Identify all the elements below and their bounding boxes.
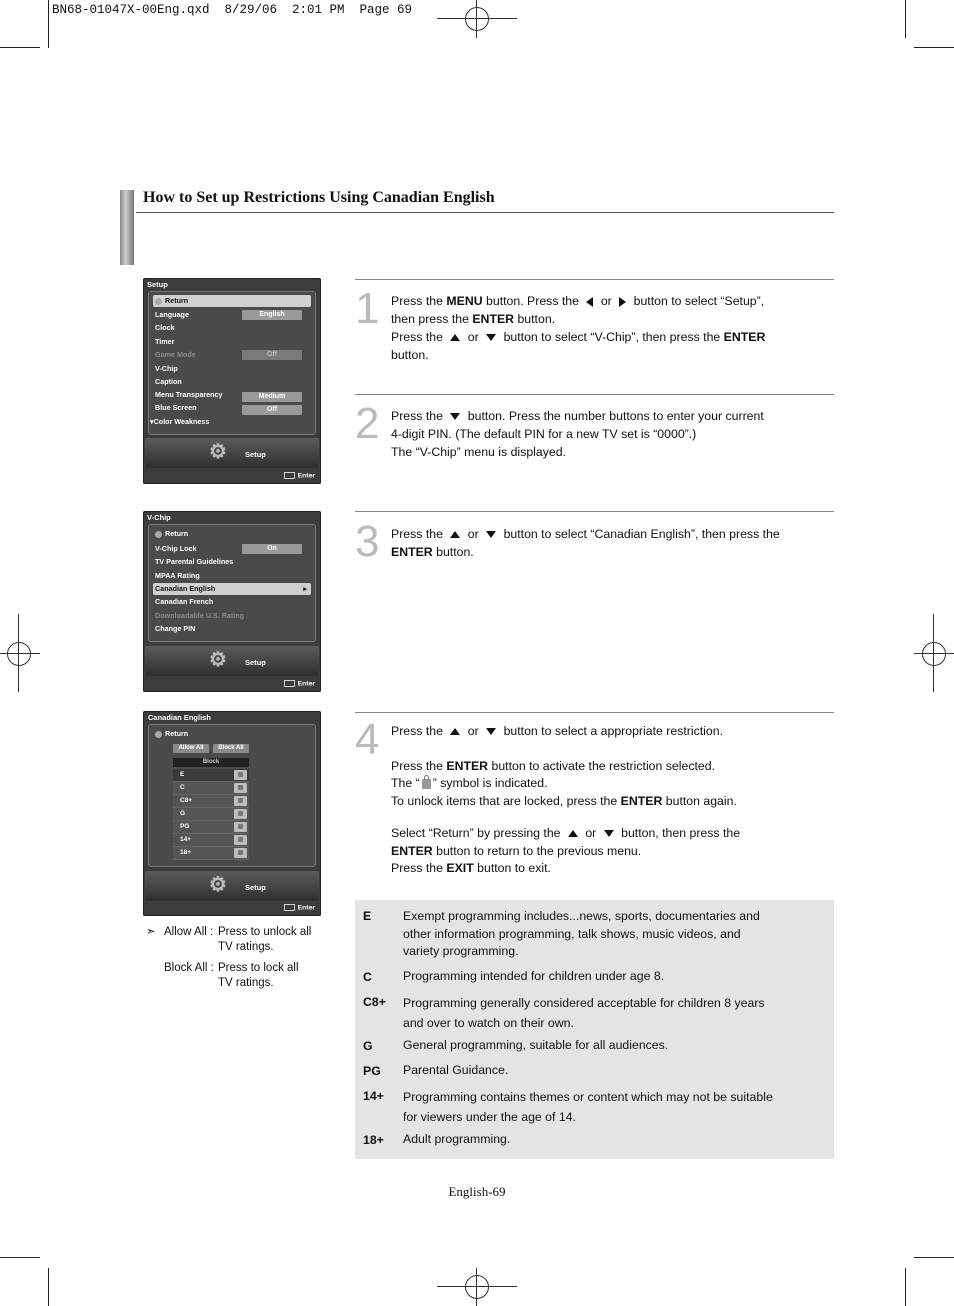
osd-enter-hint: Enter <box>284 680 315 687</box>
return-icon <box>155 531 162 538</box>
osd-value-game-mode: Off <box>242 350 302 360</box>
step-divider <box>355 394 834 395</box>
osd-value-blue-screen: Off <box>242 405 302 415</box>
crop-mark <box>48 1268 49 1306</box>
lock-icon <box>234 796 247 806</box>
gear-icon: ⚙ <box>209 441 227 463</box>
rating-code: 14+ <box>363 1089 384 1103</box>
rating-description: Exempt programming includes...news, sports, documentaries and other information programming, talk shows, music videos, and variety programming. <box>403 909 760 958</box>
note-arrow-icon: ➣ <box>146 926 156 938</box>
block-header: Block <box>173 758 249 767</box>
note-block-text-1: Press to lock all <box>218 962 299 974</box>
rating-row-g[interactable]: G <box>173 808 249 821</box>
crop-mark <box>0 47 40 48</box>
osd-item-clock[interactable]: Clock <box>155 323 175 332</box>
rating-code: 18+ <box>363 1133 384 1147</box>
lock-icon <box>234 848 247 858</box>
enter-icon <box>284 904 295 911</box>
note-allow-label: Allow All : <box>164 926 214 938</box>
osd-item-game-mode: Game Mode <box>155 350 196 359</box>
up-arrow-icon <box>450 334 460 341</box>
rating-code: G <box>363 1039 373 1053</box>
osd-footer-label: Setup <box>245 883 266 892</box>
chevron-right-icon: ▸ <box>303 584 307 593</box>
note-block-text-2: TV ratings. <box>218 977 274 989</box>
crop-mark <box>0 1257 40 1258</box>
osd-item-caption[interactable]: Caption <box>155 377 182 386</box>
down-arrow-icon <box>486 531 496 538</box>
lock-icon <box>422 779 431 789</box>
osd-return-item[interactable]: Return <box>155 728 188 740</box>
osd-setup-screen <box>143 278 321 484</box>
osd-menu-panel <box>148 291 316 435</box>
lock-icon <box>234 835 247 845</box>
crop-mark <box>914 1257 954 1258</box>
osd-item-blue-screen[interactable]: Blue Screen <box>155 403 197 412</box>
osd-item-canadian-french[interactable]: Canadian French <box>155 597 214 606</box>
rating-description: Parental Guidance. <box>403 1063 509 1077</box>
osd-title: Canadian English <box>148 713 211 722</box>
osd-menu-panel <box>148 524 316 642</box>
osd-footer-label: Setup <box>245 450 266 459</box>
return-icon <box>155 731 162 738</box>
block-all-button[interactable]: Block All <box>213 744 249 753</box>
osd-footer <box>145 646 319 676</box>
note-allow-text-2: TV ratings. <box>218 941 274 953</box>
return-icon <box>155 298 162 305</box>
lock-icon <box>234 809 247 819</box>
enter-icon <box>284 680 295 687</box>
osd-item-color-weakness[interactable]: ▾Color Weakness <box>150 417 210 426</box>
right-arrow-icon <box>619 297 626 307</box>
rating-row-pg[interactable]: PG <box>173 821 249 834</box>
left-arrow-icon <box>586 297 593 307</box>
rating-row-14[interactable]: 14+ <box>173 834 249 847</box>
osd-item-language[interactable]: Language <box>155 310 189 319</box>
osd-value-language: English <box>242 310 302 320</box>
rating-code: E <box>363 909 372 923</box>
osd-footer <box>145 871 319 901</box>
step-number: 1 <box>355 284 380 333</box>
step-3-text: Press the or button to select “Canadian English”, then press the ENTER button. <box>391 527 780 559</box>
osd-item-canadian-english[interactable]: Canadian English ▸ <box>153 583 311 595</box>
step-divider <box>355 712 834 713</box>
scroll-down-icon: ▾ <box>150 417 154 426</box>
up-arrow-icon <box>568 830 578 837</box>
step-1-text: Press the MENU button. Press the or button to select “Setup”, then press the ENTER button. Press the or button to select “V-Chip”, then press the ENTER button. <box>391 294 766 362</box>
lock-icon <box>234 822 247 832</box>
osd-item-mpaa[interactable]: MPAA Rating <box>155 571 200 580</box>
gear-icon: ⚙ <box>209 874 227 896</box>
rating-description: Programming contains themes or content which may not be suitable for viewers under the age of 14. <box>403 1090 773 1124</box>
rating-code: C8+ <box>363 995 386 1009</box>
rating-row-c8[interactable]: C8+ <box>173 795 249 808</box>
crop-mark <box>48 0 49 48</box>
osd-vchip-screen <box>143 511 321 692</box>
lock-icon <box>234 783 247 793</box>
rating-code: C <box>363 970 372 984</box>
osd-footer-label: Setup <box>245 658 266 667</box>
rating-row-18[interactable]: 18+ <box>173 847 249 860</box>
down-arrow-icon <box>486 728 496 735</box>
osd-canadian-english-screen <box>143 711 321 916</box>
ratings-table <box>355 900 834 1159</box>
crop-mark <box>905 0 906 38</box>
osd-title: Setup <box>147 280 168 289</box>
down-arrow-icon <box>486 334 496 341</box>
rating-description: Programming intended for children under age 8. <box>403 969 665 983</box>
down-arrow-icon <box>604 830 614 837</box>
section-title: How to Set up Restrictions Using Canadian English <box>143 189 495 206</box>
lock-icon <box>234 770 247 780</box>
step-number: 3 <box>355 517 380 566</box>
rating-description: Programming generally considered acceptable for children 8 years and over to watch on their own. <box>403 996 765 1030</box>
osd-item-menu-transparency[interactable]: Menu Transparency <box>155 390 223 399</box>
osd-item-vchip[interactable]: V-Chip <box>155 364 178 373</box>
osd-value-menu-transparency: Medium <box>242 392 302 402</box>
rating-code: PG <box>363 1064 381 1078</box>
rating-row-e[interactable]: E <box>173 769 249 782</box>
crop-mark <box>914 47 954 48</box>
osd-title: V-Chip <box>147 513 171 522</box>
step-number: 2 <box>355 399 380 448</box>
note-block-label: Block All : <box>164 962 214 974</box>
osd-item-timer[interactable]: Timer <box>155 337 175 346</box>
crop-mark <box>905 1268 906 1306</box>
step-4-text: Press the or button to select a appropriate restriction. Press the ENTER button to activate the restriction selected. The “ ” symbol is indicated. To unlock items that are locked, press the ENTER button again. Select “Return” by pressing the or button, then press the ENTER button to return to the previous menu. Press the EXIT button to exit. <box>391 724 741 875</box>
osd-item-downloadable: Downloadable U.S. Rating <box>155 611 245 620</box>
osd-return-item[interactable]: Return <box>155 528 188 540</box>
step-number: 4 <box>355 715 380 764</box>
osd-return-item[interactable]: Return <box>153 295 311 307</box>
allow-all-button[interactable]: Allow All <box>173 744 209 753</box>
osd-footer <box>145 438 319 468</box>
rating-description: General programming, suitable for all audiences. <box>403 1038 669 1052</box>
osd-enter-hint: Enter <box>284 904 315 911</box>
up-arrow-icon <box>450 728 460 735</box>
osd-item-tv-parental[interactable]: TV Parental Guidelines <box>155 557 234 566</box>
up-arrow-icon <box>450 531 460 538</box>
osd-value-vchip-lock: On <box>242 544 302 554</box>
osd-enter-hint: Enter <box>284 472 315 479</box>
title-rule <box>136 212 834 213</box>
note-allow-text-1: Press to unlock all <box>218 926 312 938</box>
step-2-text: Press the button. Press the number buttons to enter your current 4-digit PIN. (The default PIN for a new TV set is “0000”.) The “V-Chip” menu is displayed. <box>391 409 764 459</box>
title-accent-bar <box>120 190 134 265</box>
down-arrow-icon <box>450 413 460 420</box>
rating-description: Adult programming. <box>403 1132 511 1146</box>
step-divider <box>355 279 834 280</box>
gear-icon: ⚙ <box>209 649 227 671</box>
print-header: BN68-01047X-00Eng.qxd 8/29/06 2:01 PM Page 69 <box>52 3 413 17</box>
osd-menu-panel <box>148 724 316 867</box>
osd-item-vchip-lock[interactable]: V-Chip Lock <box>155 544 197 553</box>
rating-row-c[interactable]: C <box>173 782 249 795</box>
enter-icon <box>284 472 295 479</box>
page-number: English-69 <box>448 1184 506 1199</box>
step-divider <box>355 511 834 512</box>
osd-item-change-pin[interactable]: Change PIN <box>155 624 196 633</box>
